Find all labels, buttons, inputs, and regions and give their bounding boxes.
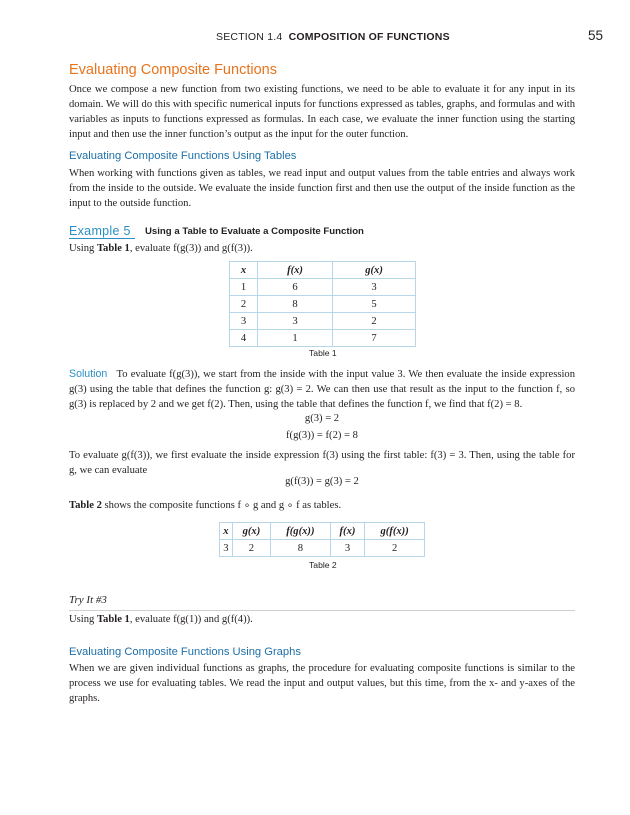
table-2-header: g(x): [232, 523, 270, 540]
table-2-caption: Table 2: [309, 560, 337, 570]
section-header: [216, 31, 450, 43]
table-cell: 2: [232, 540, 270, 557]
table-cell: 3: [333, 279, 416, 296]
solution-paragraph-2: To evaluate g(f(3)), we first evaluate the inside expression f(3) using the first table: f(3) = 3. Then, using the table for g, we can evaluate: [69, 450, 575, 476]
table-1-header: g(x): [333, 262, 416, 279]
table-row: [230, 313, 416, 330]
table-1-header-row: [230, 262, 416, 279]
table-row: [230, 330, 416, 347]
table-2-header: f(x): [330, 523, 365, 540]
example-prompt-pre: Using: [69, 243, 97, 254]
table-2-header: x: [220, 523, 233, 540]
table-cell: 6: [257, 279, 332, 296]
page-number: 55: [588, 28, 604, 43]
heading-using-tables: Evaluating Composite Functions Using Tables: [69, 150, 297, 162]
table-2: [219, 522, 425, 557]
example-label: Example 5: [69, 224, 131, 238]
heading-using-graphs: Evaluating Composite Functions Using Graphs: [69, 646, 301, 658]
equation-fg3: f(g(3)) = f(2) = 8: [286, 430, 358, 441]
table-cell: 5: [333, 296, 416, 313]
example-prompt: [69, 241, 575, 256]
table-row: [220, 540, 425, 557]
table-cell: 2: [365, 540, 425, 557]
try-it-table-ref: Table 1: [96, 614, 130, 625]
example-prompt-post: , evaluate f(g(3)) and g(f(3)).: [129, 243, 253, 254]
example-title: Using a Table to Evaluate a Composite Function: [145, 226, 364, 237]
table-cell: 2: [230, 296, 258, 313]
table-cell: 3: [220, 540, 233, 557]
section-title: COMPOSITION OF FUNCTIONS: [288, 31, 450, 43]
table-cell: 1: [257, 330, 332, 347]
solution-paragraph: [69, 367, 575, 412]
equation-g3: g(3) = 2: [304, 413, 340, 424]
table-cell: 2: [333, 313, 416, 330]
table-2-ref: Table 2: [69, 500, 102, 511]
table-2-header-row: [220, 523, 425, 540]
table-cell: 7: [333, 330, 416, 347]
example-prompt-table-ref: Table 1: [96, 243, 130, 254]
table-2-intro-text: shows the composite functions f ∘ g and g ∘ f as tables.: [101, 500, 342, 511]
solution-label: Solution: [69, 368, 108, 380]
table-cell: 8: [257, 296, 332, 313]
table-row: [230, 296, 416, 313]
table-row: [230, 279, 416, 296]
table-1: [229, 261, 416, 347]
table-cell: 8: [270, 540, 330, 557]
solution-text: To evaluate f(g(3)), we start from the inside with the input value 3. We then evaluate the inside expression g(3) using the table that defines the function g: g(3) = 2. We can then use that result as the input to the function f, so g(3) is replaced by 2 and we get f(2). Then, using the table that defines the function f, we find that f(2) = 8.: [69, 369, 575, 410]
graphs-paragraph: When we are given individual functions as graphs, the procedure for evaluating composite functions is similar to the process we use for evaluating tables. We read the input and output values, but this time, from the x- and y-axes of the graphs.: [69, 663, 575, 704]
equation-gf3: g(f(3)) = g(3) = 2: [285, 476, 359, 487]
table-cell: 1: [230, 279, 258, 296]
table-1-caption: Table 1: [309, 348, 337, 358]
table-1-header: x: [230, 262, 258, 279]
table-cell: 4: [230, 330, 258, 347]
heading-evaluating-composite: Evaluating Composite Functions: [69, 62, 277, 78]
running-header: [0, 30, 630, 46]
table-cell: 3: [230, 313, 258, 330]
try-it-post: , evaluate f(g(1)) and g(f(4)).: [129, 614, 253, 625]
table-2-header: g(f(x)): [365, 523, 425, 540]
try-it-label: Try It #3: [69, 594, 107, 606]
example-underline: [69, 238, 135, 239]
section-prefix: SECTION 1.4: [216, 31, 283, 43]
table-2-header: f(g(x)): [270, 523, 330, 540]
intro-paragraph: Once we compose a new function from two existing functions, we need to be able to evaluate it for any input in its domain. We will do this with specific numerical inputs for functions expressed as tables, graphs, and formulas and with variables as inputs to functions expressed as formulas. In each case, we evaluate the inner function using the starting input and then use the inner function’s output as the input for the outer function.: [69, 84, 575, 140]
try-it-pre: Using: [69, 614, 97, 625]
table-cell: 3: [330, 540, 365, 557]
try-it-prompt: [69, 612, 575, 627]
try-it-divider: [69, 610, 575, 611]
tables-paragraph: When working with functions given as tables, we read input and output values from the table entries and always work from the inside to the outside. We evaluate the inside function first and then use the output of the inside function as the input to the outside function.: [69, 168, 575, 209]
table-2-intro: [69, 498, 575, 513]
table-1-header: f(x): [257, 262, 332, 279]
table-cell: 3: [257, 313, 332, 330]
